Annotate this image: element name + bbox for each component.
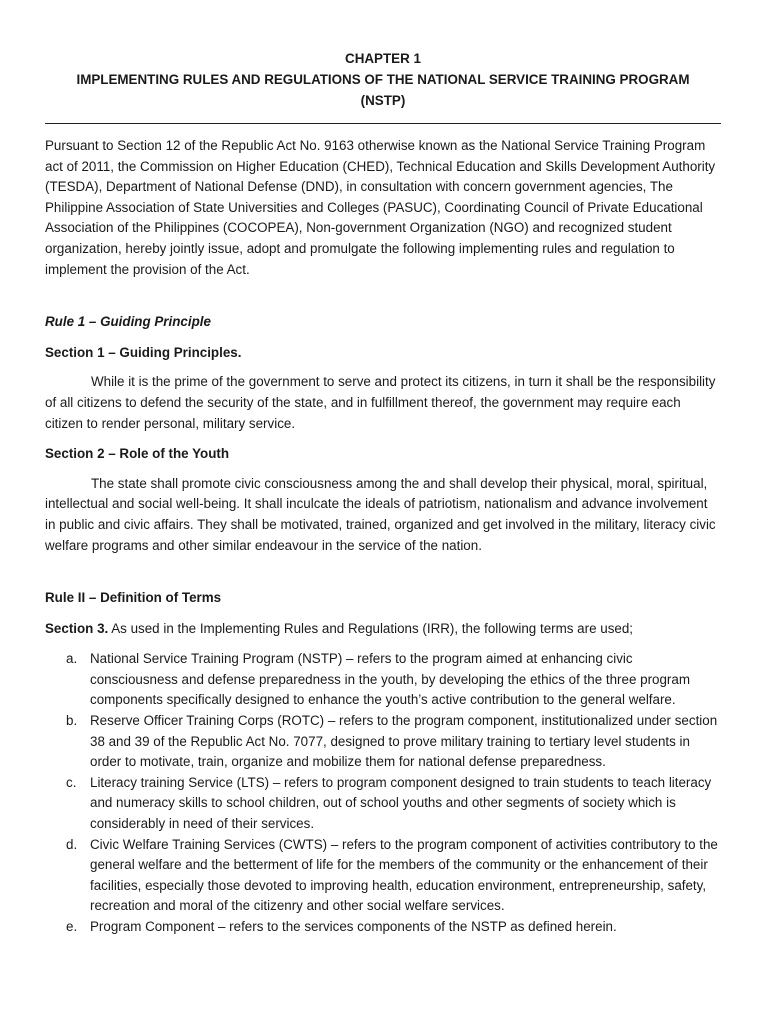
rule1-heading: Rule 1 – Guiding Principle xyxy=(45,314,211,330)
document-page xyxy=(45,48,721,938)
term-text: Program Component – refers to the services components of the NSTP as defined herein. xyxy=(90,919,617,934)
document-acronym: (NSTP) xyxy=(360,93,406,108)
terms-list xyxy=(45,649,721,937)
section3-text: As used in the Implementing Rules and Regulations (IRR), the following terms are used; xyxy=(108,620,633,636)
term-marker: d. xyxy=(66,836,78,852)
term-marker: b. xyxy=(66,713,78,729)
term-item-a xyxy=(45,649,721,711)
section1-heading: Section 1 – Guiding Principles. xyxy=(45,344,242,360)
term-item-d xyxy=(45,835,721,917)
section2-heading: Section 2 – Role of the Youth xyxy=(45,446,230,462)
section1-body: While it is the prime of the government to serve and protect its citizens, in turn it shall be the responsibility of all citizens to defend the security of the state, and in fulfillment thereof, the government may require each citizen to render personal, military service. xyxy=(45,374,716,431)
term-marker: c. xyxy=(66,774,77,790)
term-text: Reserve Officer Training Corps (ROTC) – refers to the program component, institutionalized under section 38 and 39 of the Republic Act No. 7077, designed to prove military training to tertiary level students in order to motivate, train, organize and mobilize them for national defense preparedness. xyxy=(90,713,718,770)
document-header xyxy=(45,48,721,111)
term-item-b xyxy=(45,711,721,773)
term-text: Civic Welfare Training Services (CWTS) – refers to the program component of activities contributory to the general welfare and the betterment of life for the members of the community or the enhancement of their facilities, especially those devoted to improving health, education environment, entrepreneurship, safety, recreation and moral of the citizenry and other social welfare services. xyxy=(90,836,718,914)
section3-intro xyxy=(45,619,721,640)
intro-paragraph: Pursuant to Section 12 of the Republic Act No. 9163 otherwise known as the National Service Training Program act of 2011, the Commission on Higher Education (CHED), Technical Education and Skills Development Authority (TESDA), Department of National Defense (DND), in consultation with concern government agencies, The Philippine Association of State Universities and Colleges (PASUC), Coordinating Council of Private Educational Association of the Philippines (COCOPEA), Non-government Organization (NGO) and recognized student organization, hereby jointly issue, adopt and promulgate the following implementing rules and regulation to implement the provision of the Act. xyxy=(45,138,716,277)
term-marker: e. xyxy=(66,919,78,934)
document-title: IMPLEMENTING RULES AND REGULATIONS OF THE NATIONAL SERVICE TRAINING PROGRAM xyxy=(76,72,690,87)
header-divider xyxy=(45,123,721,124)
section3-label: Section 3. xyxy=(45,620,109,636)
chapter-title: CHAPTER 1 xyxy=(345,51,421,66)
rule2-heading: Rule II – Definition of Terms xyxy=(45,590,222,606)
section2-body: The state shall promote civic consciousness among the and shall develop their physical, moral, spiritual, intellectual and social well-being. It shall inculcate the ideals of patriotism, nationalism and advance involvement in public and civic affairs. They shall be motivated, trained, organized and get involved in the military, literacy civic welfare programs and other similar endeavour in the service of the nation. xyxy=(45,475,716,553)
term-marker: a. xyxy=(66,651,78,667)
term-text: National Service Training Program (NSTP) – refers to the program aimed at enhancing civic consciousness and defense preparedness in the youth, by developing the ethics of the three program components specifically designed to enhance the youth’s active contribution to the general welfare. xyxy=(90,651,690,708)
term-text: Literacy training Service (LTS) – refers to program component designed to train students to teach literacy and numeracy skills to school children, out of school youths and other segments of society which is considerably in need of their services. xyxy=(90,774,712,832)
term-item-e xyxy=(45,917,721,938)
term-item-c xyxy=(45,773,721,835)
